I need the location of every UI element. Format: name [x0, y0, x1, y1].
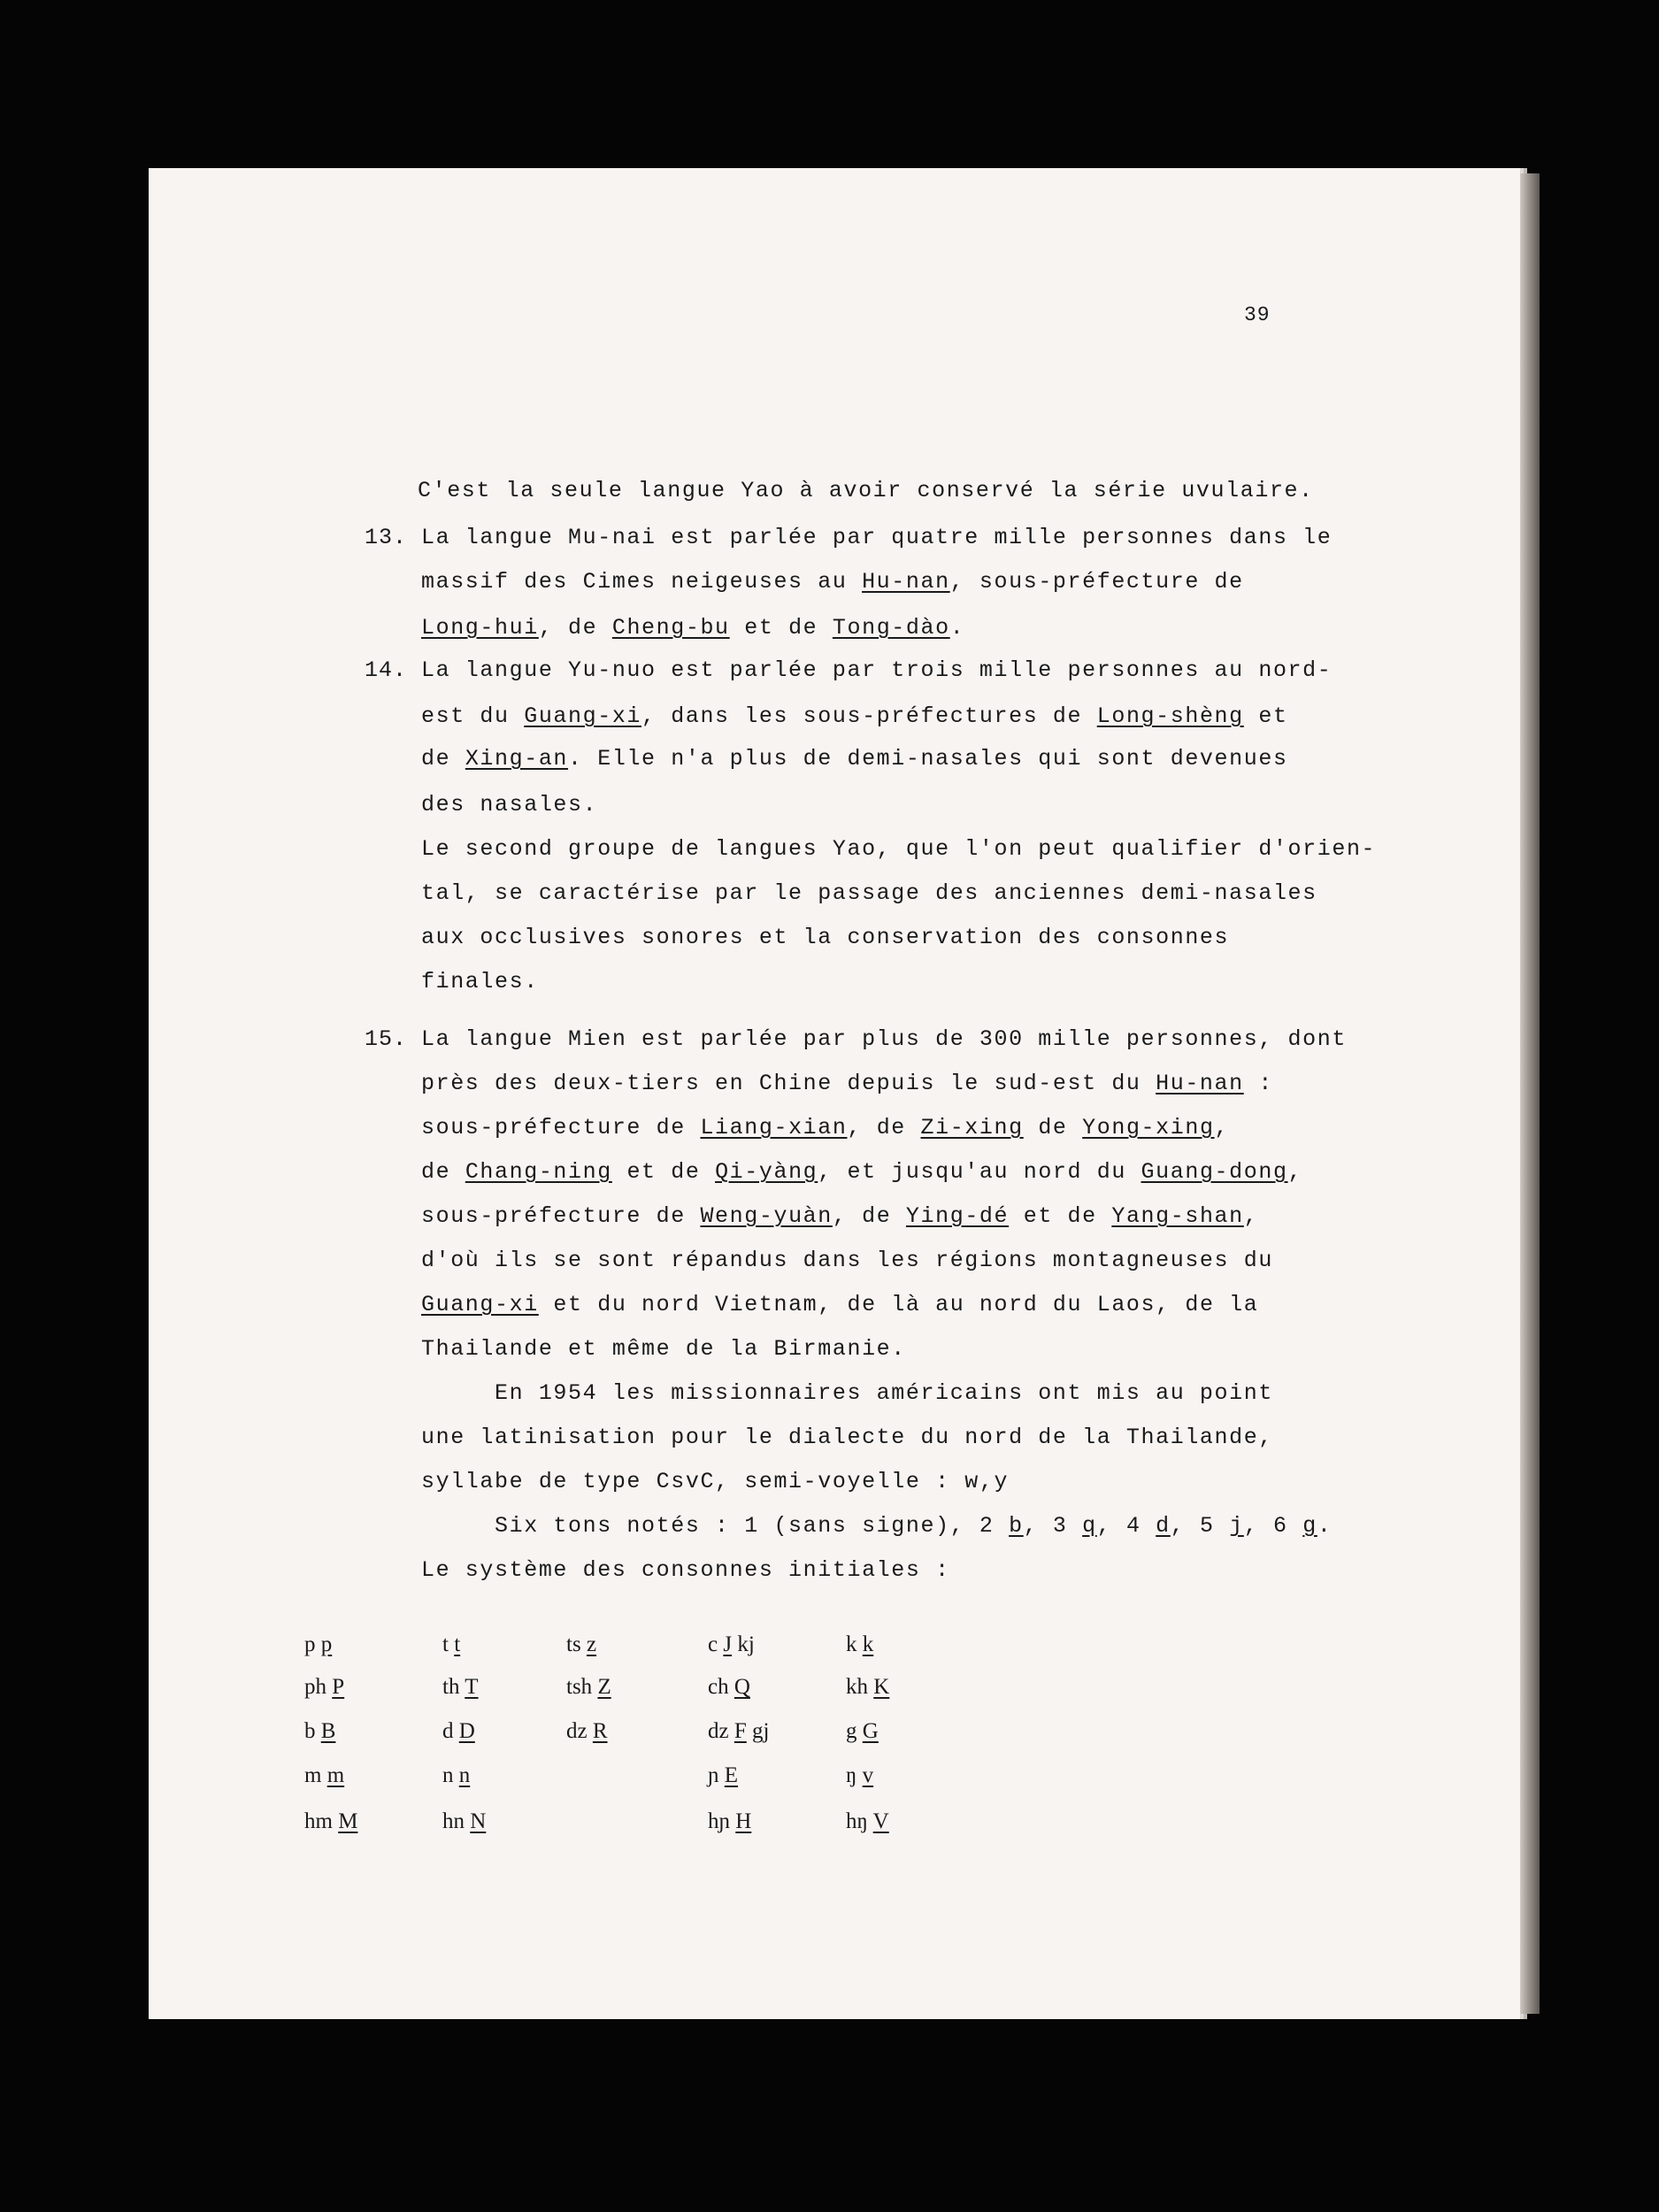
text-line	[421, 1557, 950, 1584]
text-run: . Elle n'a plus de demi-nasales qui sont devenues	[568, 746, 1288, 772]
page-number: 39	[1244, 303, 1271, 326]
consonant-cell	[304, 1719, 335, 1744]
underlined-term: Guang-xi	[524, 703, 642, 729]
consonant-cell	[566, 1675, 611, 1700]
latin-symbol: Z	[597, 1675, 611, 1699]
text-run: tal, se caractérise par le passage des anciennes demi-nasales	[421, 880, 1317, 906]
text-line	[421, 1203, 1258, 1230]
text-run: Le système des consonnes initiales :	[421, 1557, 950, 1583]
text-run: près des deux-tiers en Chine depuis le sud-est du	[421, 1071, 1156, 1096]
ipa-symbol: c	[708, 1632, 724, 1656]
text-line	[421, 615, 964, 641]
ipa-symbol: n	[442, 1763, 459, 1787]
consonant-cell	[846, 1809, 889, 1834]
consonant-cell	[708, 1719, 769, 1744]
text-line	[421, 969, 539, 995]
ipa-symbol: th	[442, 1675, 465, 1699]
latin-symbol: B	[320, 1719, 336, 1743]
text-line	[421, 1336, 906, 1363]
text-run: sous-préfecture de	[421, 1115, 701, 1141]
text-line	[418, 478, 1314, 504]
consonant-cell	[846, 1763, 873, 1788]
text-line	[421, 525, 1332, 551]
ipa-symbol: ɲ	[708, 1763, 725, 1787]
text-run: ,	[1214, 1115, 1230, 1141]
underlined-term: Qi-yàng	[715, 1159, 818, 1185]
latin-symbol: t	[454, 1632, 461, 1656]
ipa-symbol: ŋ	[846, 1763, 863, 1787]
text-run: de	[1023, 1115, 1083, 1141]
latin-symbol: K	[873, 1675, 890, 1699]
text-run: ,	[1243, 1203, 1259, 1229]
text-line	[421, 1159, 1302, 1186]
extra-symbol: gj	[746, 1719, 770, 1743]
text-run: finales.	[421, 969, 539, 995]
ipa-symbol: t	[442, 1632, 455, 1656]
underlined-term: Tong-dào	[832, 615, 950, 641]
consonant-cell	[442, 1763, 470, 1788]
text-line	[421, 703, 1288, 730]
text-run: sous-préfecture de	[421, 1203, 701, 1229]
latin-symbol: z	[586, 1632, 597, 1656]
ipa-symbol: g	[846, 1719, 863, 1743]
text-run: des nasales.	[421, 792, 598, 818]
consonant-cell	[708, 1809, 751, 1834]
latin-symbol: Q	[733, 1675, 750, 1699]
text-run: , 3	[1023, 1513, 1083, 1539]
text-line	[421, 1469, 1009, 1495]
text-run: La langue Mu-nai est parlée par quatre mille personnes dans le	[421, 525, 1333, 550]
text-run: , 4	[1096, 1513, 1156, 1539]
consonant-cell	[442, 1809, 486, 1834]
text-run: est du	[421, 703, 525, 729]
text-run: Thailande et même de la Birmanie.	[421, 1336, 906, 1362]
text-run: aux occlusives sonores et la conservation des consonnes	[421, 925, 1230, 950]
text-run: .	[949, 615, 965, 641]
text-run: de	[421, 746, 465, 772]
consonant-cell	[846, 1719, 879, 1744]
text-line	[421, 1292, 1258, 1318]
latin-symbol: E	[724, 1763, 739, 1787]
consonant-cell	[566, 1719, 608, 1744]
ipa-symbol: p	[304, 1632, 321, 1656]
page-edge	[1520, 173, 1540, 2014]
consonant-cell	[566, 1632, 596, 1657]
ipa-symbol: ts	[566, 1632, 587, 1656]
text-line	[421, 746, 1288, 772]
ipa-symbol: hŋ	[846, 1809, 873, 1833]
underlined-term: Guang-dong	[1141, 1159, 1288, 1185]
ipa-symbol: ch	[708, 1675, 734, 1699]
consonant-cell	[846, 1675, 889, 1700]
underlined-term: Long-hui	[421, 615, 539, 641]
consonant-cell	[304, 1675, 344, 1700]
text-run: et de	[1009, 1203, 1112, 1229]
latin-symbol: n	[458, 1763, 471, 1787]
underlined-term: Chang-ning	[465, 1159, 612, 1185]
ipa-symbol: hɲ	[708, 1809, 736, 1833]
text-run: et	[1243, 703, 1288, 729]
ipa-symbol: m	[304, 1763, 327, 1787]
text-run: .	[1317, 1513, 1333, 1539]
ipa-symbol: b	[304, 1719, 321, 1743]
consonant-cell	[442, 1719, 475, 1744]
text-line	[421, 1248, 1273, 1274]
underlined-term: Xing-an	[465, 746, 569, 772]
underlined-term: Yang-shan	[1111, 1203, 1244, 1229]
latin-symbol: p	[320, 1632, 333, 1656]
underlined-term: b	[1009, 1513, 1024, 1539]
consonant-cell	[708, 1675, 750, 1700]
text-run: et de	[611, 1159, 716, 1185]
underlined-term: Cheng-bu	[611, 615, 730, 641]
extra-symbol: kj	[732, 1632, 755, 1656]
text-run: C'est la seule langue Yao à avoir conservé la série uvulaire.	[418, 478, 1314, 503]
ipa-symbol: hn	[442, 1809, 471, 1833]
text-line	[421, 1425, 1273, 1451]
text-run: , et jusqu'au nord du	[818, 1159, 1141, 1185]
text-run: , sous-préfecture de	[949, 569, 1244, 595]
latin-symbol: D	[458, 1719, 475, 1743]
consonant-cell	[304, 1632, 332, 1657]
ipa-symbol: kh	[846, 1675, 874, 1699]
text-line	[421, 792, 597, 818]
text-run: massif des Cimes neigeuses au	[421, 569, 863, 595]
latin-symbol: v	[862, 1763, 874, 1787]
latin-symbol: P	[332, 1675, 345, 1699]
text-run: :	[1243, 1071, 1273, 1096]
ipa-symbol: k	[846, 1632, 863, 1656]
underlined-term: Long-shèng	[1096, 703, 1244, 729]
ipa-symbol: dz	[566, 1719, 593, 1743]
item-number: 14.	[365, 657, 408, 683]
underlined-term: Ying-dé	[905, 1203, 1010, 1229]
text-run: Six tons notés : 1 (sans signe), 2	[421, 1513, 1010, 1539]
latin-symbol: H	[735, 1809, 752, 1833]
text-run: , de	[538, 615, 612, 641]
consonant-cell	[846, 1632, 873, 1657]
ipa-symbol: hm	[304, 1809, 339, 1833]
latin-symbol: R	[592, 1719, 608, 1743]
item-number: 15.	[365, 1026, 408, 1052]
text-run: En 1954 les missionnaires américains ont mis au point	[421, 1380, 1273, 1406]
text-line	[421, 880, 1317, 907]
ipa-symbol: tsh	[566, 1675, 598, 1699]
text-line	[421, 1380, 1273, 1407]
text-line	[421, 1513, 1332, 1540]
consonant-cell	[708, 1763, 738, 1788]
latin-symbol: G	[862, 1719, 879, 1743]
item-number: 13.	[365, 525, 408, 550]
latin-symbol: J	[723, 1632, 733, 1656]
consonant-cell	[304, 1809, 357, 1834]
text-run: , dans les sous-préfectures de	[641, 703, 1097, 729]
underlined-term: Guang-xi	[421, 1292, 539, 1317]
latin-symbol: M	[338, 1809, 358, 1833]
latin-symbol: F	[733, 1719, 747, 1743]
underlined-term: j	[1229, 1513, 1244, 1539]
text-run: d'où ils se sont répandus dans les régions montagneuses du	[421, 1248, 1273, 1273]
underlined-term: Liang-xian	[700, 1115, 848, 1141]
text-run: ,	[1287, 1159, 1303, 1185]
consonant-cell	[442, 1632, 460, 1657]
text-line	[421, 1115, 1229, 1141]
consonant-cell	[708, 1632, 755, 1657]
text-run: Le second groupe de langues Yao, que l'on peut qualifier d'orien-	[421, 836, 1377, 862]
consonant-cell	[304, 1763, 344, 1788]
text-run: La langue Yu-nuo est parlée par trois mille personnes au nord-	[421, 657, 1333, 683]
latin-symbol: k	[862, 1632, 874, 1656]
latin-symbol: m	[326, 1763, 345, 1787]
underlined-term: Yong-xing	[1082, 1115, 1215, 1141]
text-run: syllabe de type CsvC, semi-voyelle : w,y	[421, 1469, 1010, 1494]
text-line	[421, 836, 1376, 863]
underlined-term: d	[1156, 1513, 1171, 1539]
underlined-term: Hu-nan	[1156, 1071, 1244, 1096]
text-line	[421, 1026, 1347, 1053]
text-line	[421, 925, 1229, 951]
text-line	[421, 657, 1332, 684]
text-line	[421, 1071, 1273, 1097]
underlined-term: g	[1302, 1513, 1317, 1539]
text-run: , 6	[1243, 1513, 1303, 1539]
text-run: , de	[832, 1203, 906, 1229]
text-line	[421, 569, 1244, 595]
ipa-symbol: d	[442, 1719, 459, 1743]
text-run: et du nord Vietnam, de là au nord du Laos, de la	[538, 1292, 1259, 1317]
text-run: , 5	[1170, 1513, 1230, 1539]
latin-symbol: T	[465, 1675, 479, 1699]
ipa-symbol: ph	[304, 1675, 333, 1699]
underlined-term: Hu-nan	[862, 569, 950, 595]
text-run: de	[421, 1159, 465, 1185]
ipa-symbol: dz	[708, 1719, 734, 1743]
text-run: , de	[847, 1115, 921, 1141]
underlined-term: Weng-yuàn	[700, 1203, 833, 1229]
underlined-term: Zi-xing	[920, 1115, 1024, 1141]
text-run: La langue Mien est parlée par plus de 300 mille personnes, dont	[421, 1026, 1347, 1052]
latin-symbol: N	[470, 1809, 487, 1833]
underlined-term: q	[1082, 1513, 1097, 1539]
consonant-cell	[442, 1675, 479, 1700]
text-run: une latinisation pour le dialecte du nord de la Thailande,	[421, 1425, 1273, 1450]
latin-symbol: V	[872, 1809, 889, 1833]
text-run: et de	[729, 615, 833, 641]
